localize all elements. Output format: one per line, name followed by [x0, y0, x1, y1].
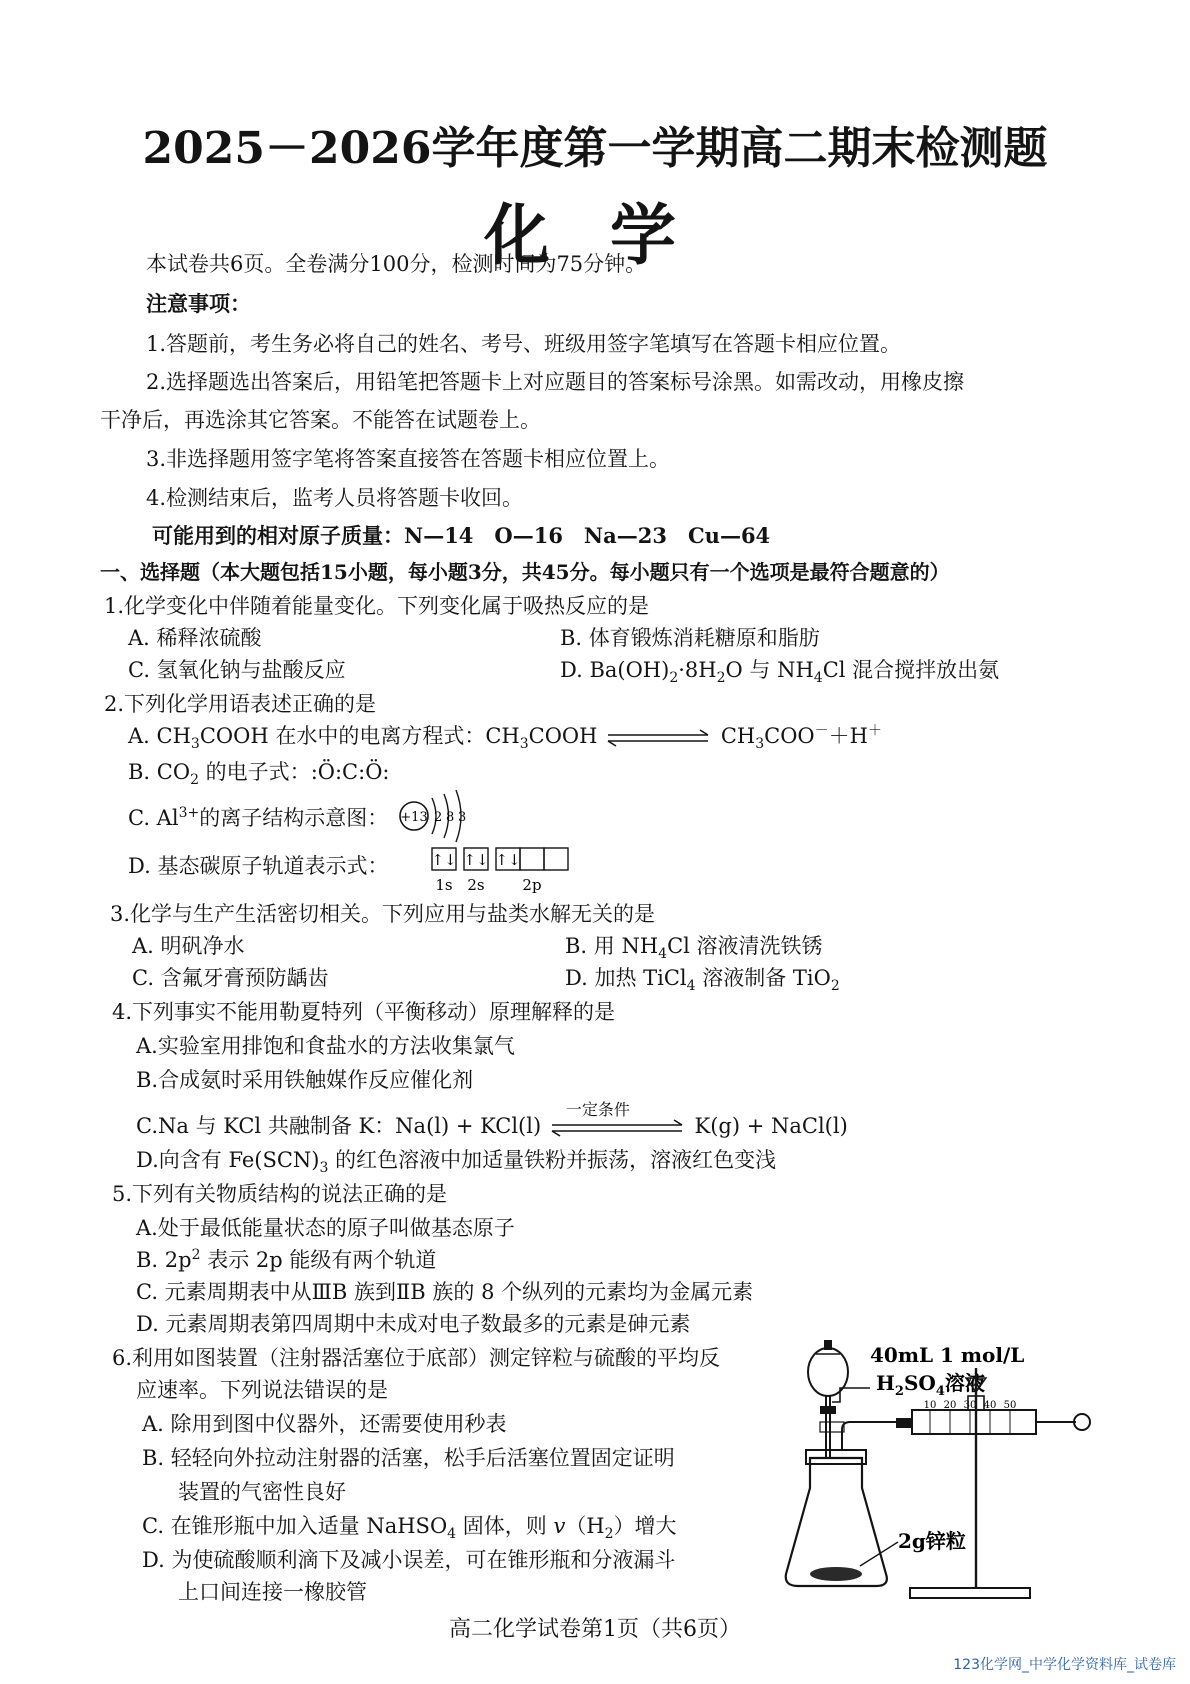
shell-3-count: 3 [458, 810, 467, 825]
atomic-mass: 可能用到的相对原子质量：N—14 O—16 Na—23 Cu—64 [152, 523, 771, 548]
acid-volume-label: 40mL 1 mol/L [870, 1343, 1025, 1367]
q3-option-d: D. 加热 TiCl$_4$ 溶液制备 TiO$_2$ [565, 966, 840, 995]
q2-option-c: C. $Al^{3+}$的离子结构示意图： [128, 805, 389, 830]
note-2a: 2.选择题选出答案后，用铅笔把答题卡上对应题目的答案标号涂黑。如需改动，用橡皮擦 [146, 370, 965, 394]
q6-option-b-2: 装置的气密性良好 [178, 1480, 346, 1504]
q3-option-b: B. 用 $NH_4Cl$ 溶液清洗铁锈 [565, 934, 823, 963]
syringe-tick-20: 20 [943, 1400, 957, 1411]
condition-label: 一定条件 [565, 1099, 630, 1119]
q6-option-c: C. 在锥形瓶中加入适量 NaHSO$_4$ 固体，则 $v(H_2)$增大 [142, 1514, 677, 1543]
reversible-arrow [604, 728, 714, 748]
condition-arrow [548, 1099, 688, 1143]
note-2b: 干净后，再选涂其它答案。不能答在试题卷上。 [100, 408, 541, 432]
zinc-label: 2g锌粒 [898, 1529, 966, 1553]
syringe-tick-30: 30 [963, 1400, 977, 1411]
notes-heading: 注意事项： [146, 291, 251, 316]
section-heading: 一、选择题（本大题包括15小题，每小题3分，共45分。每小题只有一个选项是最符合题意的） [100, 560, 950, 584]
exam-info: 本试卷共6页。全卷满分100分，检测时间为75分钟。 [146, 252, 647, 276]
svg-text:↑↓: ↑↓ [463, 851, 489, 869]
q6-option-d-2: 上口间连接一橡胶管 [178, 1580, 367, 1604]
reaction-rate-apparatus [780, 1338, 1110, 1608]
q1-option-b: B. 体育锻炼消耗糖原和脂肪 [560, 626, 820, 650]
q3-option-c: C. 含氟牙膏预防龋齿 [132, 966, 329, 990]
orbital-label-2p: 2p [522, 876, 542, 894]
syringe-tick-40: 40 [983, 1400, 997, 1411]
q3-option-a: A. 明矾净水 [132, 934, 245, 958]
note-4: 4.检测结束后，监考人员将答题卡收回。 [146, 486, 524, 510]
note-1: 1.答题前，考生务必将自己的姓名、考号、班级用签字笔填写在答题卡相应位置。 [146, 332, 902, 356]
q1-option-a: A. 稀释浓硫酸 [128, 626, 262, 650]
q5-option-c: C. 元素周期表中从ⅢB 族到ⅡB 族的 8 个纵列的元素均为金属元素 [136, 1280, 754, 1304]
q6-option-d-1: D. 为使硫酸顺利滴下及减小误差，可在锥形瓶和分液漏斗 [142, 1548, 676, 1572]
al-ion-structure-diagram [398, 788, 478, 844]
source-watermark: 123化学网_中学化学资料库_试卷库 [953, 1657, 1176, 1673]
q4-stem: 4.下列事实不能用勒夏特列（平衡移动）原理解释的是 [112, 1000, 616, 1024]
orbital-label-1s: 1s [435, 876, 453, 894]
note-3: 3.非选择题用签字笔将答案直接答在答题卡相应位置上。 [146, 447, 671, 471]
q6-stem-1: 6.利用如图装置（注射器活塞位于底部）测定锌粒与硫酸的平均反 [112, 1346, 721, 1370]
co2-electron-formula: :Ö:C:Ö: [310, 760, 390, 784]
acid-formula-label: $H_2SO_4$溶液 [876, 1371, 985, 1399]
shell-2-count: 8 [446, 810, 455, 825]
nucleus-charge: +13 [400, 810, 428, 825]
q5-option-a: A.处于最低能量状态的原子叫做基态原子 [136, 1216, 515, 1240]
q5-option-d: D. 元素周期表第四周期中未成对电子数最多的元素是砷元素 [136, 1312, 691, 1336]
q1-option-d: D. $Ba(OH)_2\cdot 8H_2O$ 与 $NH_4Cl$ 混合搅拌放出氨 [560, 658, 1000, 687]
exam-title: 2025－2026学年度第一学期高二期末检测题 [142, 123, 1048, 174]
q2-stem: 2.下列化学用语表述正确的是 [104, 692, 377, 716]
carbon-orbital-diagram [430, 846, 590, 896]
q3-stem: 3.化学与生产生活密切相关。下列应用与盐类水解无关的是 [110, 902, 656, 926]
syringe-tick-10: 10 [923, 1400, 937, 1411]
orbital-label-2s: 2s [467, 876, 485, 894]
q5-stem: 5.下列有关物质结构的说法正确的是 [112, 1182, 448, 1206]
q6-option-b-1: B. 轻轻向外拉动注射器的活塞，松手后活塞位置固定证明 [142, 1446, 675, 1470]
q2-option-a: A. $CH_3COOH$ 在水中的电离方程式：$CH_3COOH$ $CH_3COO^-+H^+$ [128, 723, 882, 753]
q2-option-d: D. 基态碳原子轨道表示式： [128, 854, 389, 878]
q5-option-b: B. $2p^2$ 表示 2p 能级有两个轨道 [136, 1247, 437, 1272]
q1-stem: 1.化学变化中伴随着能量变化。下列变化属于吸热反应的是 [104, 594, 650, 618]
subject-title: 化学 [484, 196, 736, 274]
q4-option-d: D.向含有 $Fe(SCN)_3$ 的红色溶液中加适量铁粉并振荡，溶液红色变浅 [136, 1148, 777, 1177]
q2-option-b: B. $CO_2$ 的电子式：:Ö:C:Ö: [128, 760, 390, 789]
page-footer: 高二化学试卷第1页（共6页） [449, 1617, 741, 1642]
q4-option-a: A.实验室用排饱和食盐水的方法收集氯气 [136, 1034, 515, 1058]
svg-text:↑↓: ↑↓ [495, 851, 521, 869]
shell-1-count: 2 [434, 810, 443, 825]
q6-stem-2: 应速率。下列说法错误的是 [136, 1378, 388, 1402]
svg-text:↑↓: ↑↓ [431, 851, 457, 869]
q4-option-c: C.Na 与 KCl 共融制备 K：Na(l) + KCl(l) 一定条件 K(g) + NaCl(l) [136, 1110, 848, 1143]
q1-option-c: C. 氢氧化钠与盐酸反应 [128, 658, 346, 682]
q4-option-b: B.合成氨时采用铁触媒作反应催化剂 [136, 1068, 474, 1092]
syringe-tick-50: 50 [1003, 1400, 1017, 1411]
q6-option-a: A. 除用到图中仪器外，还需要使用秒表 [142, 1412, 507, 1436]
